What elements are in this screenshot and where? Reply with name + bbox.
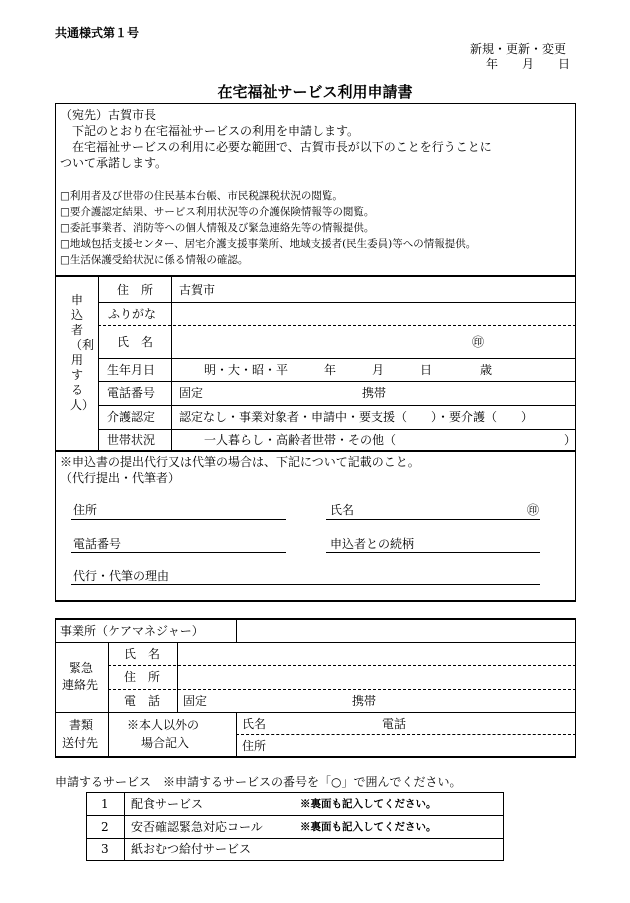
form-number: 共通様式第１号: [55, 26, 140, 40]
consent-checkbox-item[interactable]: □利用者及び世帯の住民基本台帳、市民税課税状況の閲覧。: [60, 190, 343, 202]
care-manager-label: 事業所（ケアマネジャー）: [60, 624, 204, 638]
emergency-phone-fixed: 固定: [183, 694, 208, 708]
emergency-name-field[interactable]: [178, 643, 575, 664]
name-field[interactable]: [172, 327, 472, 357]
name-label: 氏 名: [117, 335, 154, 349]
phone-mobile-label: 携帯: [362, 386, 387, 400]
care-manager-field[interactable]: [237, 620, 575, 642]
applicant-side-label: 申込者（利用する人）: [70, 293, 95, 412]
emergency-address-label: 住 所: [124, 670, 161, 684]
service-number[interactable]: 2: [101, 820, 109, 834]
intro-line-2: 在宅福祉サービスの利用に必要な範囲で、古賀市長が以下のことを行うことに: [72, 140, 492, 154]
proxy-phone-label: 電話番号: [73, 537, 122, 551]
care-level-options[interactable]: 認定なし・事業対象者・申請中・要支援（ ）・要介護（ ）: [179, 410, 534, 424]
docs-name-label: 氏名: [242, 717, 267, 731]
addressee: （宛先）古賀市長: [60, 108, 157, 122]
docs-label-2: 送付先: [62, 736, 99, 750]
docs-phone-label: 電話: [382, 717, 407, 731]
form-title: 在宅福祉サービス利用申請書: [217, 83, 413, 101]
docs-address-label: 住所: [242, 739, 267, 753]
service-note: ※裏面も記入してください。: [300, 821, 437, 833]
service-name: 紙おむつ給付サービス: [131, 842, 252, 856]
proxy-relation-label: 申込者との続柄: [330, 537, 415, 551]
birthdate-label: 生年月日: [107, 363, 156, 377]
service-name: 配食サービス: [131, 797, 204, 811]
date-line: 年 月 日: [486, 57, 571, 71]
proxy-reason-field[interactable]: [71, 584, 540, 585]
consent-checkbox-item[interactable]: □要介護認定結果、サービス利用状況等の介護保険情報等の閲覧。: [60, 206, 375, 218]
service-note: ※裏面も記入してください。: [300, 798, 437, 810]
consent-checkbox-item[interactable]: □地域包括支援センター、居宅介護支援事業所、地域支援者(民生委員)等への情報提供。: [60, 238, 477, 250]
household-label: 世帯状況: [107, 433, 156, 447]
docs-label: 書類: [69, 718, 94, 732]
furigana-field[interactable]: [172, 303, 575, 324]
seal-icon: ㊞: [472, 335, 485, 349]
seal-icon: ㊞: [527, 503, 540, 517]
proxy-name-label: 氏名: [330, 503, 355, 517]
address-label: 住 所: [117, 283, 154, 297]
emergency-phone-label: 電 話: [124, 694, 161, 708]
proxy-address-field[interactable]: [71, 519, 286, 520]
phone-fixed-label: 固定: [179, 386, 204, 400]
phone-label: 電話番号: [107, 386, 156, 400]
service-number[interactable]: 1: [101, 797, 109, 811]
proxy-name-field[interactable]: [326, 519, 540, 520]
proxy-reason-label: 代行・代筆の理由: [73, 569, 170, 583]
intro-line-3: ついて承諾します。: [60, 156, 168, 170]
household-options[interactable]: 一人暮らし・高齢者世帯・その他（ ）: [204, 433, 577, 447]
emergency-phone-mobile: 携帯: [352, 694, 377, 708]
consent-checkbox-item[interactable]: □委託事業者、消防等への個人情報及び緊急連絡先等の情報提供。: [60, 222, 375, 234]
emergency-name-label: 氏 名: [124, 647, 161, 661]
consent-checkbox-item[interactable]: □生活保護受給状況に係る情報の確認。: [60, 254, 249, 266]
proxy-note: ※申込書の提出代行又は代筆の場合は、下記について記載のこと。: [60, 455, 420, 469]
emergency-label-2: 連絡先: [62, 678, 99, 692]
address-field[interactable]: 古賀市: [179, 283, 216, 297]
emergency-label: 緊急: [69, 661, 94, 675]
proxy-relation-field[interactable]: [326, 552, 540, 553]
services-heading: 申請するサービス ※申請するサービスの番号を「○」で囲んでください。: [55, 775, 462, 789]
service-name: 安否確認緊急対応コール: [131, 820, 263, 834]
docs-note: ※本人以外の: [127, 718, 200, 732]
furigana-label: ふりがな: [108, 307, 157, 321]
care-level-label: 介護認定: [107, 410, 156, 424]
emergency-address-field[interactable]: [178, 666, 575, 688]
intro-line-1: 下記のとおり在宅福祉サービスの利用を申請します。: [72, 124, 360, 138]
proxy-heading: （代行提出・代筆者）: [60, 471, 181, 485]
proxy-address-label: 住所: [73, 503, 98, 517]
proxy-phone-field[interactable]: [71, 552, 286, 553]
application-type-options: 新規・更新・変更: [470, 42, 567, 56]
service-number[interactable]: 3: [101, 842, 109, 856]
docs-note-2: 場合記入: [141, 736, 190, 750]
birthdate-field[interactable]: 明・大・昭・平 年 月 日 歳: [204, 363, 493, 377]
